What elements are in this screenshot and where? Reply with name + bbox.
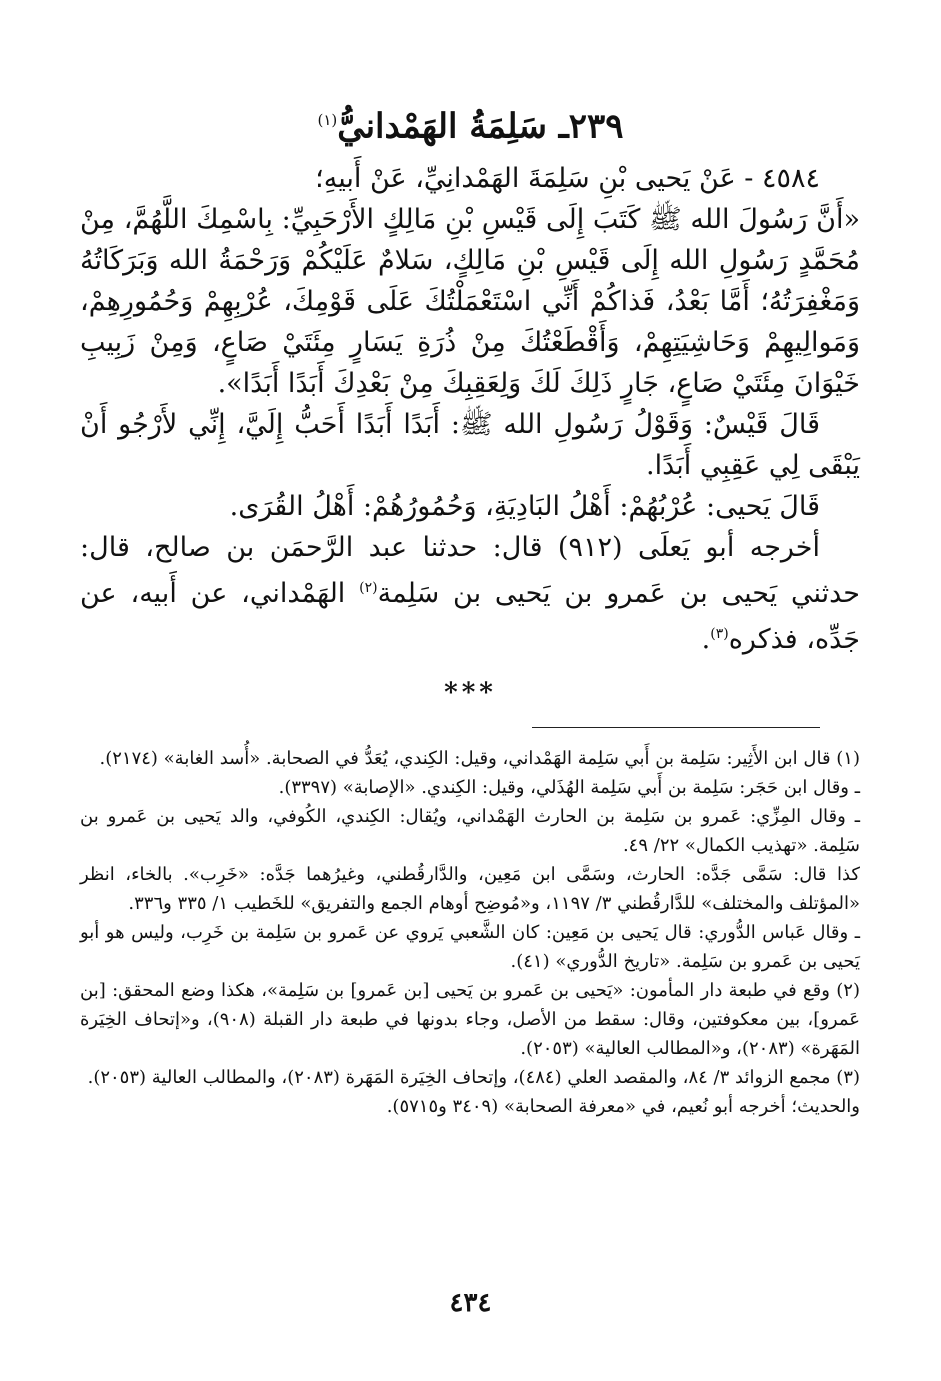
footnote-item: والحديث؛ أخرجه أبو نُعيم، في «معرفة الصحابة» (٣٤٠٩ و٥٧١٥). xyxy=(386,1096,860,1117)
footnote-ref-2: (٢) xyxy=(359,580,378,596)
takhrij-end: . xyxy=(701,624,711,655)
chapter-heading xyxy=(0,98,941,148)
takhrij xyxy=(80,527,860,660)
footnotes xyxy=(80,744,860,1121)
footnote-item: (١) قال ابن الأَثِير: سَلِمة بن أَبي سَلِمة الهَمْداني، وقيل: الكِندي، يُعَدُّ في الصحابة. «أُسد الغابة» (٢١٧٤). xyxy=(99,748,860,769)
footnote-item: ـ وقال المِزِّي: عَمرو بن سَلِمة بن الحارث الهَمْداني، ويُقال: الكِندي، الكُوفي، والد يَحيى بن عَمرو بن سَلِمة. «تهذيب الكمال» ٢٢/ ٤٩. xyxy=(80,806,860,856)
qays-saying: قَالَ قَيْسٌ: وَقَوْلُ رَسُولِ الله ﷺ: أَبَدًا أَبَدًا أَحَبُّ إِلَيَّ، إِنِّي لأَرْجُو أَنْ يَبْقَى لِي عَقِبِي أَبَدًا. xyxy=(80,409,860,481)
hadith-body xyxy=(80,158,860,660)
footnote-item: كذا قال: سَمَّى جَدَّه: الحارث، وسَمَّى ابن مَعِين، والدَّارقُطني، وغيرُهما جَدَّه: «خَرِب». بالخاء، انظر «المؤتلف والمختلف» للدَّارقُطني ٣/ ١١٩٧، و«مُوضِح أوهام الجمع والتفريق» للخَطيب ١/ ٣٣٥ و٣٣٦. xyxy=(80,864,860,914)
yahya-saying: قَالَ يَحيى: عُرْبُهُمْ: أَهْلُ البَادِيَةِ، وَحُمُورُهُمْ: أَهْلُ القُرَى. xyxy=(229,491,820,522)
footnote-divider xyxy=(532,727,820,728)
hadith-text: «أَنَّ رَسُولَ الله ﷺ كَتَبَ إِلَى قَيْسِ بْنِ مَالِكٍ الأَرْحَبِيِّ: بِاسْمِكَ اللَّهُمَّ، مِنْ مُحَمَّدٍ رَسُولِ الله إِلَى قَيْسِ بْنِ مَالِكٍ، سَلامٌ عَلَيْكُمْ وَرَحْمَةُ الله وَبَرَكَاتُهُ وَمَغْفِرَتُهُ؛ أَمَّا بَعْدُ، فَذاكُمْ أَنِّي اسْتَعْمَلْتُكَ عَلَى قَوْمِكَ، عُرْبِهِمْ وَحُمُورِهِمْ، وَمَوالِيهِمْ وَحَاشِيَتِهِمْ، وَأَقْطَعْتُكَ مِنْ ذُرَةِ يَسَارٍ مِئَتَيْ صَاعٍ، وَمِنْ زَبِيبِ خَيْوَانَ مِئَتَيْ صَاعٍ، جَارٍ ذَلِكَ لَكَ وَلِعَقِبِكَ مِنْ بَعْدِكَ أَبَدًا أَبَدًا». xyxy=(80,204,860,399)
chapter-title: ٢٣٩ـ سَلِمَةُ الهَمْدانيُّ xyxy=(337,106,624,147)
page-number: ٤٣٤ xyxy=(449,1288,492,1318)
footnote-item: ـ وقال عَباس الدُّوري: قال يَحيى بن مَعِين: كان الشَّعبي يَروي عن عَمرو بن سَلِمة بن خَرِب، وليس هو أبو يَحيى بن عَمرو بن سَلِمة. «تاريخ الدُّوري» (٤١). xyxy=(80,922,860,972)
section-separator: *** xyxy=(444,678,497,708)
footnote-item: (٣) مجمع الزوائد ٣/ ٨٤، والمقصد العلي (٤٨٤)، وإتحاف الخِيَرة المَهَرة (٢٠٨٣)، والمطالب العالية (٢٠٥٣). xyxy=(87,1067,860,1088)
takhrij-part1: أخرجه أبو يَعلَى (٩١٢) قال: حدثنا عبد الرَّحمَن بن صالح، قال: حدثني يَحيى بن عَمرو بن يَحيى بن سَلِمة xyxy=(80,532,860,609)
footnote-ref-3: (٣) xyxy=(710,626,729,642)
footnote-item: ـ وقال ابن حَجَر: سَلِمة بن أَبي سَلِمة الهُذَلي، وقيل: الكِندي. «الإصابة» (٣٣٩٧). xyxy=(278,777,860,798)
hadith-isnad: ٤٥٨٤ - عَنْ يَحيى بْنِ سَلِمَةَ الهَمْدانِيِّ، عَنْ أَبيهِ؛ xyxy=(315,163,820,194)
takhrij-part2: الهَمْداني، عن أَبيه، عن جَدِّه، فذكره xyxy=(80,578,860,655)
footnote-ref-1: (١) xyxy=(317,111,338,129)
footnote-item: (٢) وقع في طبعة دار المأمون: «يَحيى بن عَمرو بن يَحيى [بن عَمرو] بن سَلِمة»، هكذا وضع المحقق: [بن عَمرو]، بين معكوفتين، وقال: سقط من الأصل، وجاء بدونها في طبعة دار القبلة (٩٠٨)، و«إتحاف الخِيَرة المَهَرة» (٢٠٨٣)، و«المطالب العالية» (٢٠٥٣). xyxy=(80,980,860,1059)
